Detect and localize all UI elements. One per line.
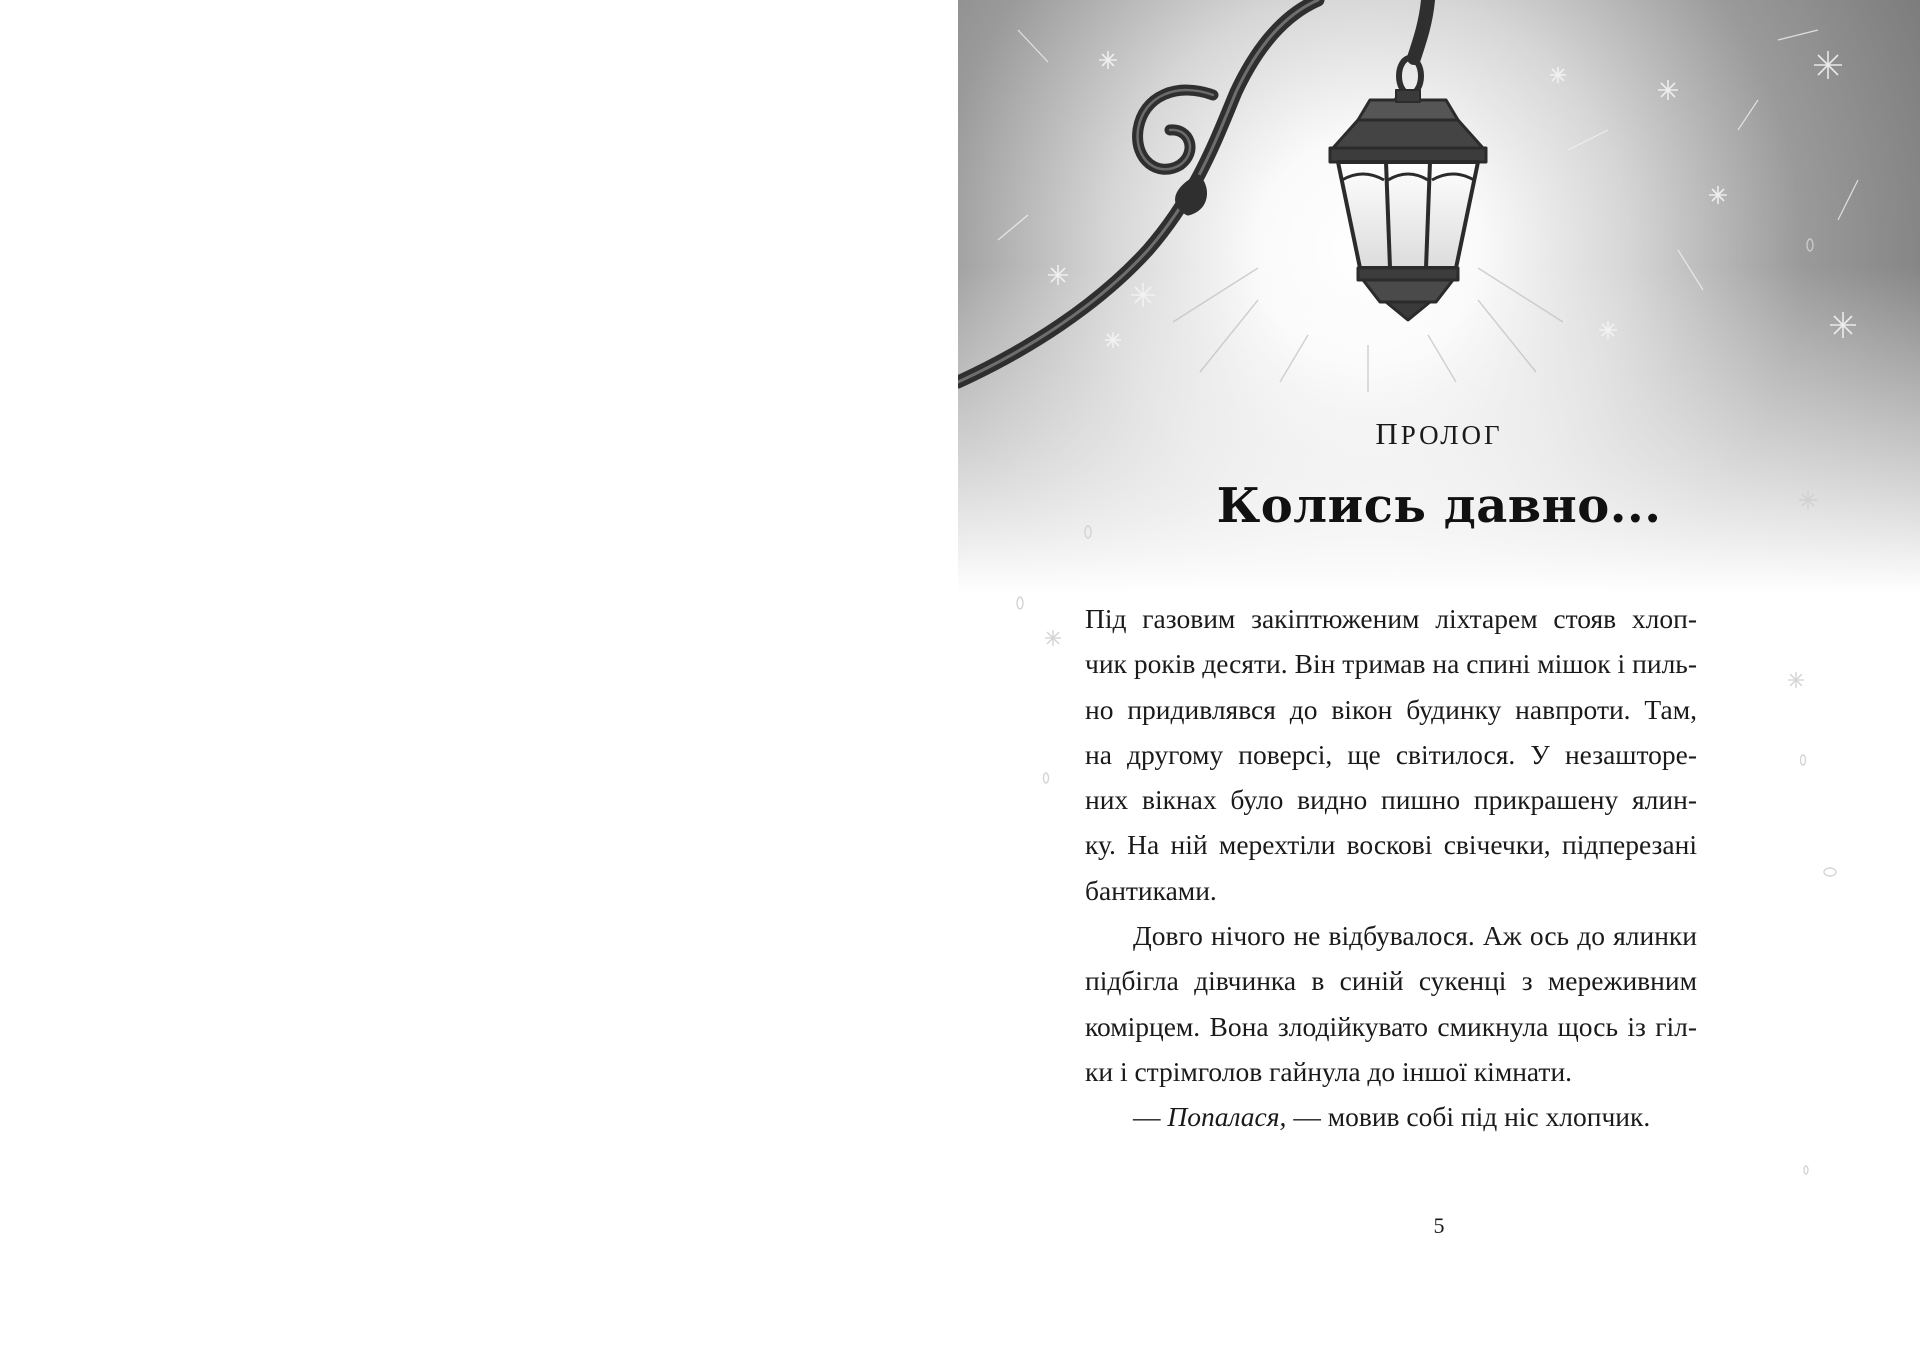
body-line: Під газовим закіптюженим ліхтарем стояв хлоп- — [1085, 603, 1697, 634]
body-line: но придивлявся до вікон будинку навпроти. Там, — [1085, 693, 1697, 725]
dialogue-dash: — — [1133, 1101, 1168, 1133]
left-page-blank — [0, 0, 958, 1347]
body-line: бантиками. — [1085, 874, 1217, 906]
prologue-label: ПРОЛОГ — [1375, 416, 1503, 451]
body-line: Довго нічого не відбувалося. Аж ось до ялинки — [1133, 920, 1697, 952]
dialogue-italic: Попалася, — [1167, 1101, 1287, 1133]
body-line: ку. На ній мерехтіли воскові свічечки, підперезані — [1085, 829, 1697, 861]
body-line: підбігла дівчинка в синій сукенці з мереживним — [1085, 965, 1697, 997]
dialogue-line — [1085, 1094, 1697, 1139]
dialogue-rest: — мовив собі під ніс хлопчик. — [1286, 1101, 1651, 1133]
chapter-body — [1085, 596, 1697, 1140]
body-line: ки і стрімголов гайнула до іншої кімнати. — [1085, 1055, 1573, 1087]
page-number: 5 — [1433, 1213, 1445, 1238]
body-line: чик років десяти. Він тримав на спині мішок і пиль- — [1085, 648, 1697, 680]
body-line: на другому поверсі, ще світилося. У незашторе- — [1085, 738, 1697, 770]
chapter-title: Колись давно... — [1216, 478, 1662, 534]
body-line: них вікнах було видно пишно прикрашену ялин- — [1085, 784, 1697, 816]
right-page — [958, 0, 1920, 1347]
body-line: комірцем. Вона злодійкувато смикнула щось із гіл- — [1085, 1010, 1697, 1042]
